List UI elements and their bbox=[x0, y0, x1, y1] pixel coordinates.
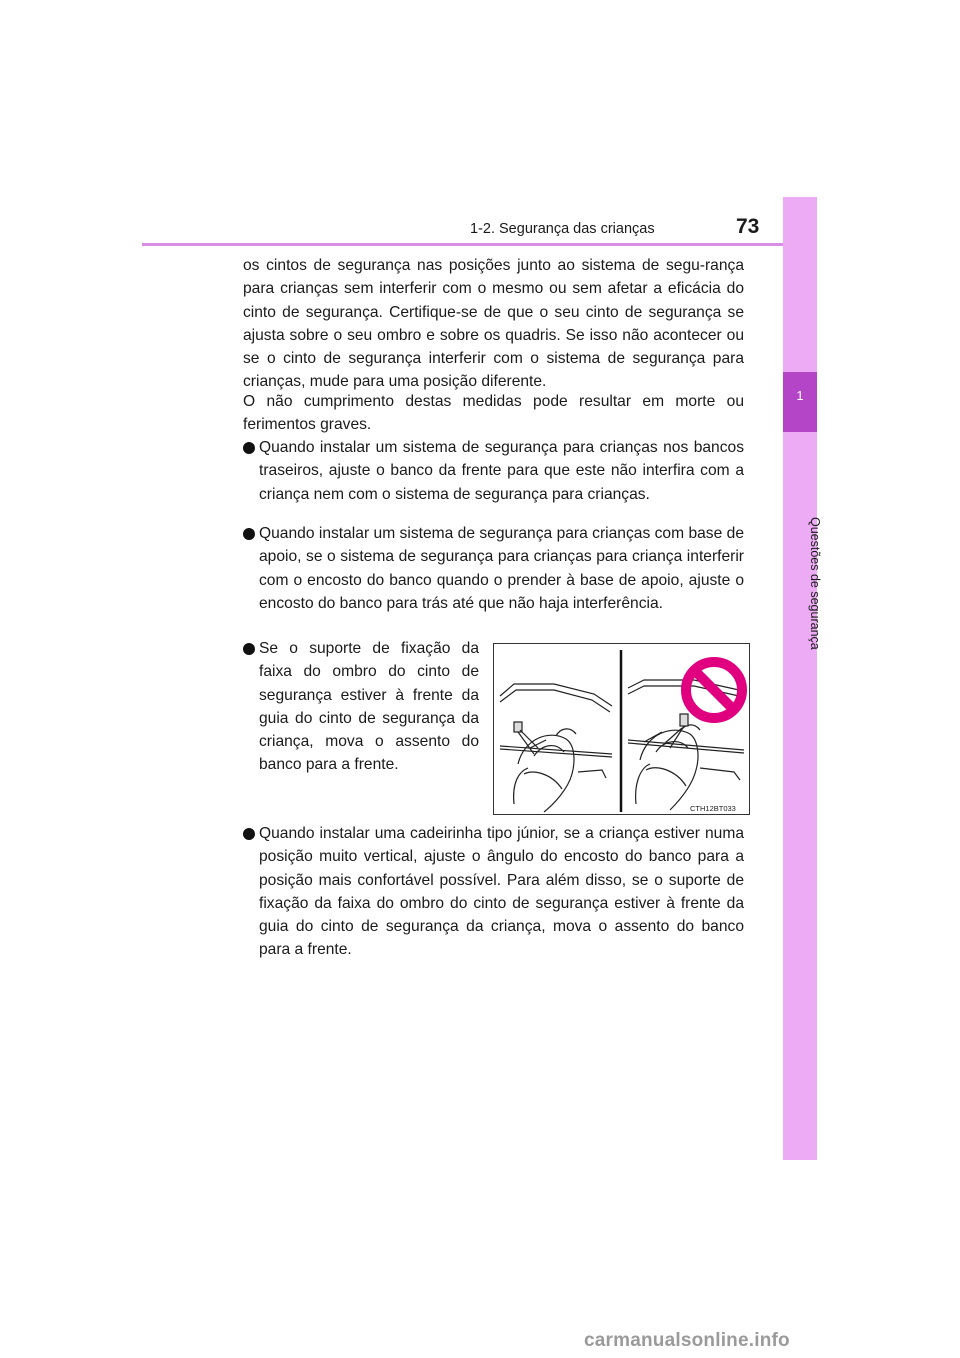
figure-code: CTH12BT033 bbox=[690, 804, 736, 813]
chapter-title: Questões de segurança bbox=[808, 517, 822, 650]
bullet-dot-icon bbox=[243, 528, 255, 540]
bullet-dot-icon bbox=[243, 643, 255, 655]
header-divider bbox=[142, 243, 817, 246]
chapter-side-tab bbox=[783, 197, 817, 1160]
bullet-dot-icon bbox=[243, 828, 255, 840]
paragraph: O não cumprimento destas medidas pode resultar em morte ou ferimentos graves. bbox=[243, 393, 744, 434]
bullet-text: Quando instalar uma cadeirinha tipo júnior, se a criança estiver numa posição muito vertical, ajuste o ângulo do encosto do banco para a posição mais confortável possível. Para além disso, se o suporte de fixação da faixa do ombro do cinto de segurança estiver à frente da guia do cinto de segurança da criança, mova o assento do banco para a frente. bbox=[259, 825, 744, 959]
bullet-text: Se o suporte de fixação da faixa do ombro do cinto de segurança estiver à frente da guia do cinto de segurança da criança, mova o assento do banco para a frente. bbox=[259, 640, 479, 774]
seat-belt-illustration bbox=[493, 643, 750, 815]
seat-illustration-graphic bbox=[494, 644, 749, 814]
watermark: carmanualsonline.info bbox=[584, 1330, 790, 1351]
bullet-text: Quando instalar um sistema de segurança para crianças nos bancos traseiros, ajuste o banco da frente para que este não interfira com a criança nem com o sistema de segurança para crianças. bbox=[259, 439, 744, 503]
section-title: 1-2. Segurança das crianças bbox=[470, 221, 655, 237]
bullet-text: Quando instalar um sistema de segurança para crianças com base de apoio, se o sistema de segurança para crianças para criança interferir com o encosto do banco quando o prender à base de apoio, ajuste o encosto do banco para trás até que não haja interferência. bbox=[259, 525, 744, 612]
prohibition-icon bbox=[686, 662, 742, 718]
bullet-dot-icon bbox=[243, 442, 255, 454]
paragraph: os cintos de segurança nas posições junto ao sistema de segu-rança para crianças sem interferir com o mesmo ou sem afetar a eficácia do cinto de segurança. Certifique-se de que o seu cinto de segurança se ajusta sobre o seu ombro e sobre os quadris. Se isso não acontecer ou se o cinto de segurança interferir com o sistema de segurança para crianças, mude para uma posição diferente. bbox=[243, 257, 744, 391]
page-number: 73 bbox=[736, 215, 760, 238]
chapter-number: 1 bbox=[796, 388, 804, 403]
